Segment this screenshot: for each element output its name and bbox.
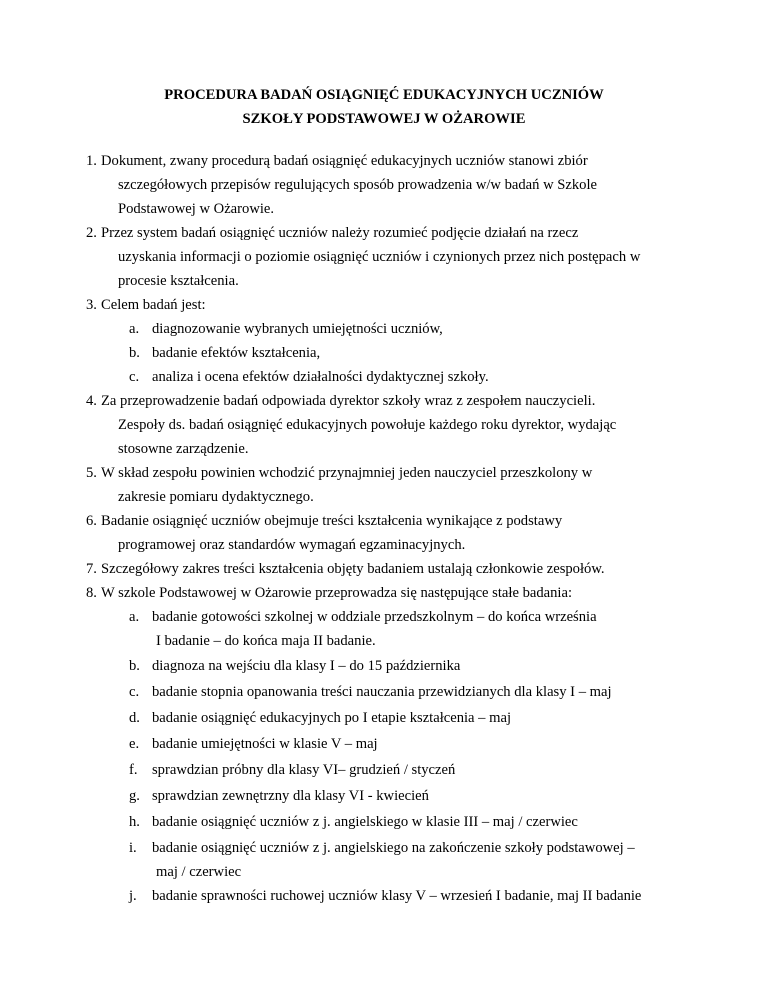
item-number: 8. [86, 585, 97, 601]
sub-item-letter: c. [129, 369, 140, 385]
item-number: 6. [86, 513, 97, 529]
sub-item-letter: a. [129, 321, 140, 337]
sub-item-letter: e. [129, 736, 140, 752]
item-number: 3. [86, 297, 97, 313]
item-number: 7. [86, 561, 97, 577]
item-text: programowej oraz standardów wymagań egzaminacyjnych. [118, 537, 466, 553]
sub-item-letter: g. [129, 788, 140, 804]
sub-item-letter: j. [129, 888, 137, 904]
item-text: Przez system badań osiągnięć uczniów należy rozumieć podjęcie działań na rzecz [101, 225, 579, 241]
item-text: Celem badań jest: [101, 297, 206, 313]
sub-item-letter: b. [129, 345, 140, 361]
item-number: 1. [86, 153, 97, 169]
item-text: uzyskania informacji o poziomie osiągnięć uczniów i czynionych przez nich postępach w [118, 249, 641, 265]
sub-item-text: diagnoza na wejściu dla klasy I – do 15 października [152, 658, 461, 674]
item-text: Zespoły ds. badań osiągnięć edukacyjnych powołuje każdego roku dyrektor, wydając [118, 417, 617, 433]
sub-item-letter: i. [129, 840, 137, 856]
sub-item-text: badanie umiejętności w klasie V – maj [152, 736, 378, 752]
sub-item-letter: b. [129, 658, 140, 674]
sub-item-text: badanie gotowości szkolnej w oddziale przedszkolnym – do końca września [152, 609, 597, 625]
sub-item-letter: d. [129, 710, 140, 726]
item-number: 5. [86, 465, 97, 481]
sub-item-text: badanie stopnia opanowania treści nauczania przewidzianych dla klasy I – maj [152, 684, 612, 700]
sub-item-text: sprawdzian zewnętrzny dla klasy VI - kwiecień [152, 788, 429, 804]
item-text: W szkole Podstawowej w Ożarowie przeprowadza się następujące stałe badania: [101, 585, 573, 601]
item-text: zakresie pomiaru dydaktycznego. [118, 489, 314, 505]
sub-item-text: badanie efektów kształcenia, [152, 345, 321, 361]
item-text: Dokument, zwany procedurą badań osiągnięć edukacyjnych uczniów stanowi zbiór [101, 153, 588, 169]
document-title-line-1: PROCEDURA BADAŃ OSIĄGNIĘĆ EDUKACYJNYCH UCZNIÓW [164, 87, 604, 103]
item-text: Szczegółowy zakres treści kształcenia objęty badaniem ustalają członkowie zespołów. [101, 561, 605, 577]
sub-item-text: analiza i ocena efektów działalności dydaktycznej szkoły. [152, 369, 489, 385]
item-text: stosowne zarządzenie. [118, 441, 249, 457]
sub-item-letter: f. [129, 762, 138, 778]
item-text: W skład zespołu powinien wchodzić przynajmniej jeden nauczyciel przeszkolony w [101, 465, 593, 481]
sub-item-text: badanie osiągnięć edukacyjnych po I etapie kształcenia – maj [152, 710, 512, 726]
sub-item-text: diagnozowanie wybranych umiejętności uczniów, [152, 321, 443, 337]
item-text: Badanie osiągnięć uczniów obejmuje treści kształcenia wynikające z podstawy [101, 513, 563, 529]
item-text: Podstawowej w Ożarowie. [118, 201, 275, 217]
document-title-line-2: SZKOŁY PODSTAWOWEJ W OŻAROWIE [242, 111, 526, 127]
item-text: szczegółowych przepisów regulujących sposób prowadzenia w/w badań w Szkole [118, 177, 598, 193]
sub-item-text: badanie sprawności ruchowej uczniów klasy V – wrzesień I badanie, maj II badanie [152, 888, 642, 904]
sub-item-letter: c. [129, 684, 140, 700]
sub-item-letter: h. [129, 814, 140, 830]
sub-item-text: badanie osiągnięć uczniów z j. angielskiego na zakończenie szkoły podstawowej – [152, 840, 635, 856]
sub-item-letter: a. [129, 609, 140, 625]
sub-item-text: I badanie – do końca maja II badanie. [156, 633, 376, 649]
item-text: procesie kształcenia. [118, 273, 239, 289]
sub-item-text: maj / czerwiec [156, 864, 242, 880]
sub-item-text: badanie osiągnięć uczniów z j. angielskiego w klasie III – maj / czerwiec [152, 814, 578, 830]
sub-item-text: sprawdzian próbny dla klasy VI– grudzień / styczeń [152, 762, 456, 778]
item-number: 2. [86, 225, 97, 241]
item-text: Za przeprowadzenie badań odpowiada dyrektor szkoły wraz z zespołem nauczycieli. [101, 393, 596, 409]
item-number: 4. [86, 393, 97, 409]
